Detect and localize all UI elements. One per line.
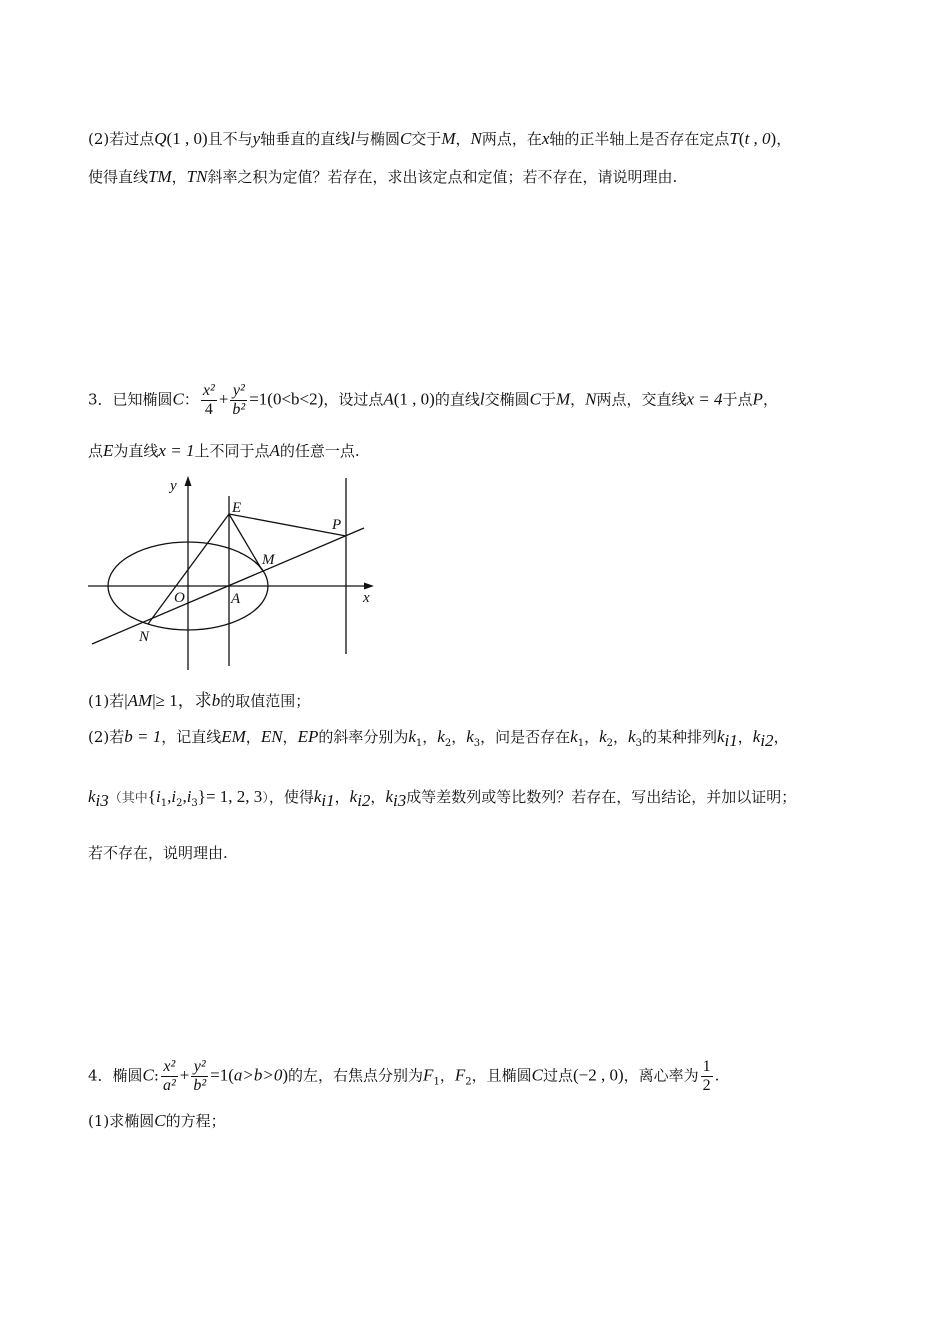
fraction-x2-over-4: $\frac{\text{x²}}{4}$ [202, 382, 215, 418]
fraction-x2-over-a2: $\frac{\text{x²}}{\text{a²}}$ [162, 1058, 176, 1094]
x-axis-arrow [364, 583, 374, 590]
label-y: y [170, 478, 177, 494]
q2-part2-line1: (2)若过点Q(1 , 0)且不与y轴垂直的直线l与椭圆C交于M，N两点，在x轴的正半轴上是否存在定点T(t , 0)， [88, 129, 792, 148]
q3-part2-line1: (2)若b = 1，记直线EM，EN，EP的斜率分别为$k_1$，$k_2$，$k_3$，问是否存在$k_1$，$k_2$，$k_3$的某种排列$k_{i1}$，$k_{i2}$， [88, 727, 789, 750]
q4-part1: (1)求椭圆C的方程； [88, 1111, 226, 1130]
q3-statement-line2: 点E为直线x = 1上不同于点A的任意一点. [88, 441, 360, 460]
fraction-y2-over-b2: $\frac{\text{y²}}{\text{b²}}$ [193, 1058, 207, 1094]
label-M: M [262, 552, 275, 568]
segment-EP [229, 514, 346, 536]
q4-statement: 4．椭圆C: $\frac{\text{x²}}{\text{a²}}$ + $\frac{\text{y²}}{\text{b²}}$ =1(a>b>0)的左，右焦点分别为$F_1$，$F_2$，且椭圆C过点(−2 , 0)，离心率为 $\frac{1}{2}$ . [88, 1058, 720, 1094]
q3-part1: (1)若|AM|≥ 1，求b的取值范围； [88, 691, 311, 710]
label-E: E [232, 500, 242, 516]
label-N: N [139, 629, 150, 645]
segment-EM [229, 514, 262, 570]
q3-statement-line1: 3．已知椭圆C： $\frac{\text{x²}}{4}$ + $\frac{\text{y²}}{\text{b²}}$ =1(0<b<2)，设过点A(1 , 0)的直线l交椭圆C于M，N两点，交直线x = 4于点P， [88, 382, 778, 418]
label-A: A [231, 591, 241, 607]
y-axis-arrow [185, 476, 192, 486]
label-O: O [174, 590, 185, 606]
fraction-y2-over-b2: $\frac{\text{y²}}{\text{b²}}$ [232, 382, 246, 418]
ellipse-figure [88, 474, 388, 674]
q3-part2-line3: 若不存在，说明理由. [88, 844, 228, 862]
q3-part2-line2: $k_{i3}$（其中$\{i_1,i_2,i_3\}= 1$, 2, 3），使得$k_{i1}$，$k_{i2}$，$k_{i3}$成等差数列或等比数列？若存在，写出结论，并加以证明； [88, 787, 797, 810]
label-x: x [363, 590, 370, 606]
label-P: P [332, 517, 342, 533]
q2-part2-line2: 使得直线TM，TN斜率之积为定值？若存在，求出该定点和定值；若不存在，请说明理由. [88, 167, 678, 186]
fraction-one-half: $\frac{1}{2}$ [702, 1058, 711, 1094]
